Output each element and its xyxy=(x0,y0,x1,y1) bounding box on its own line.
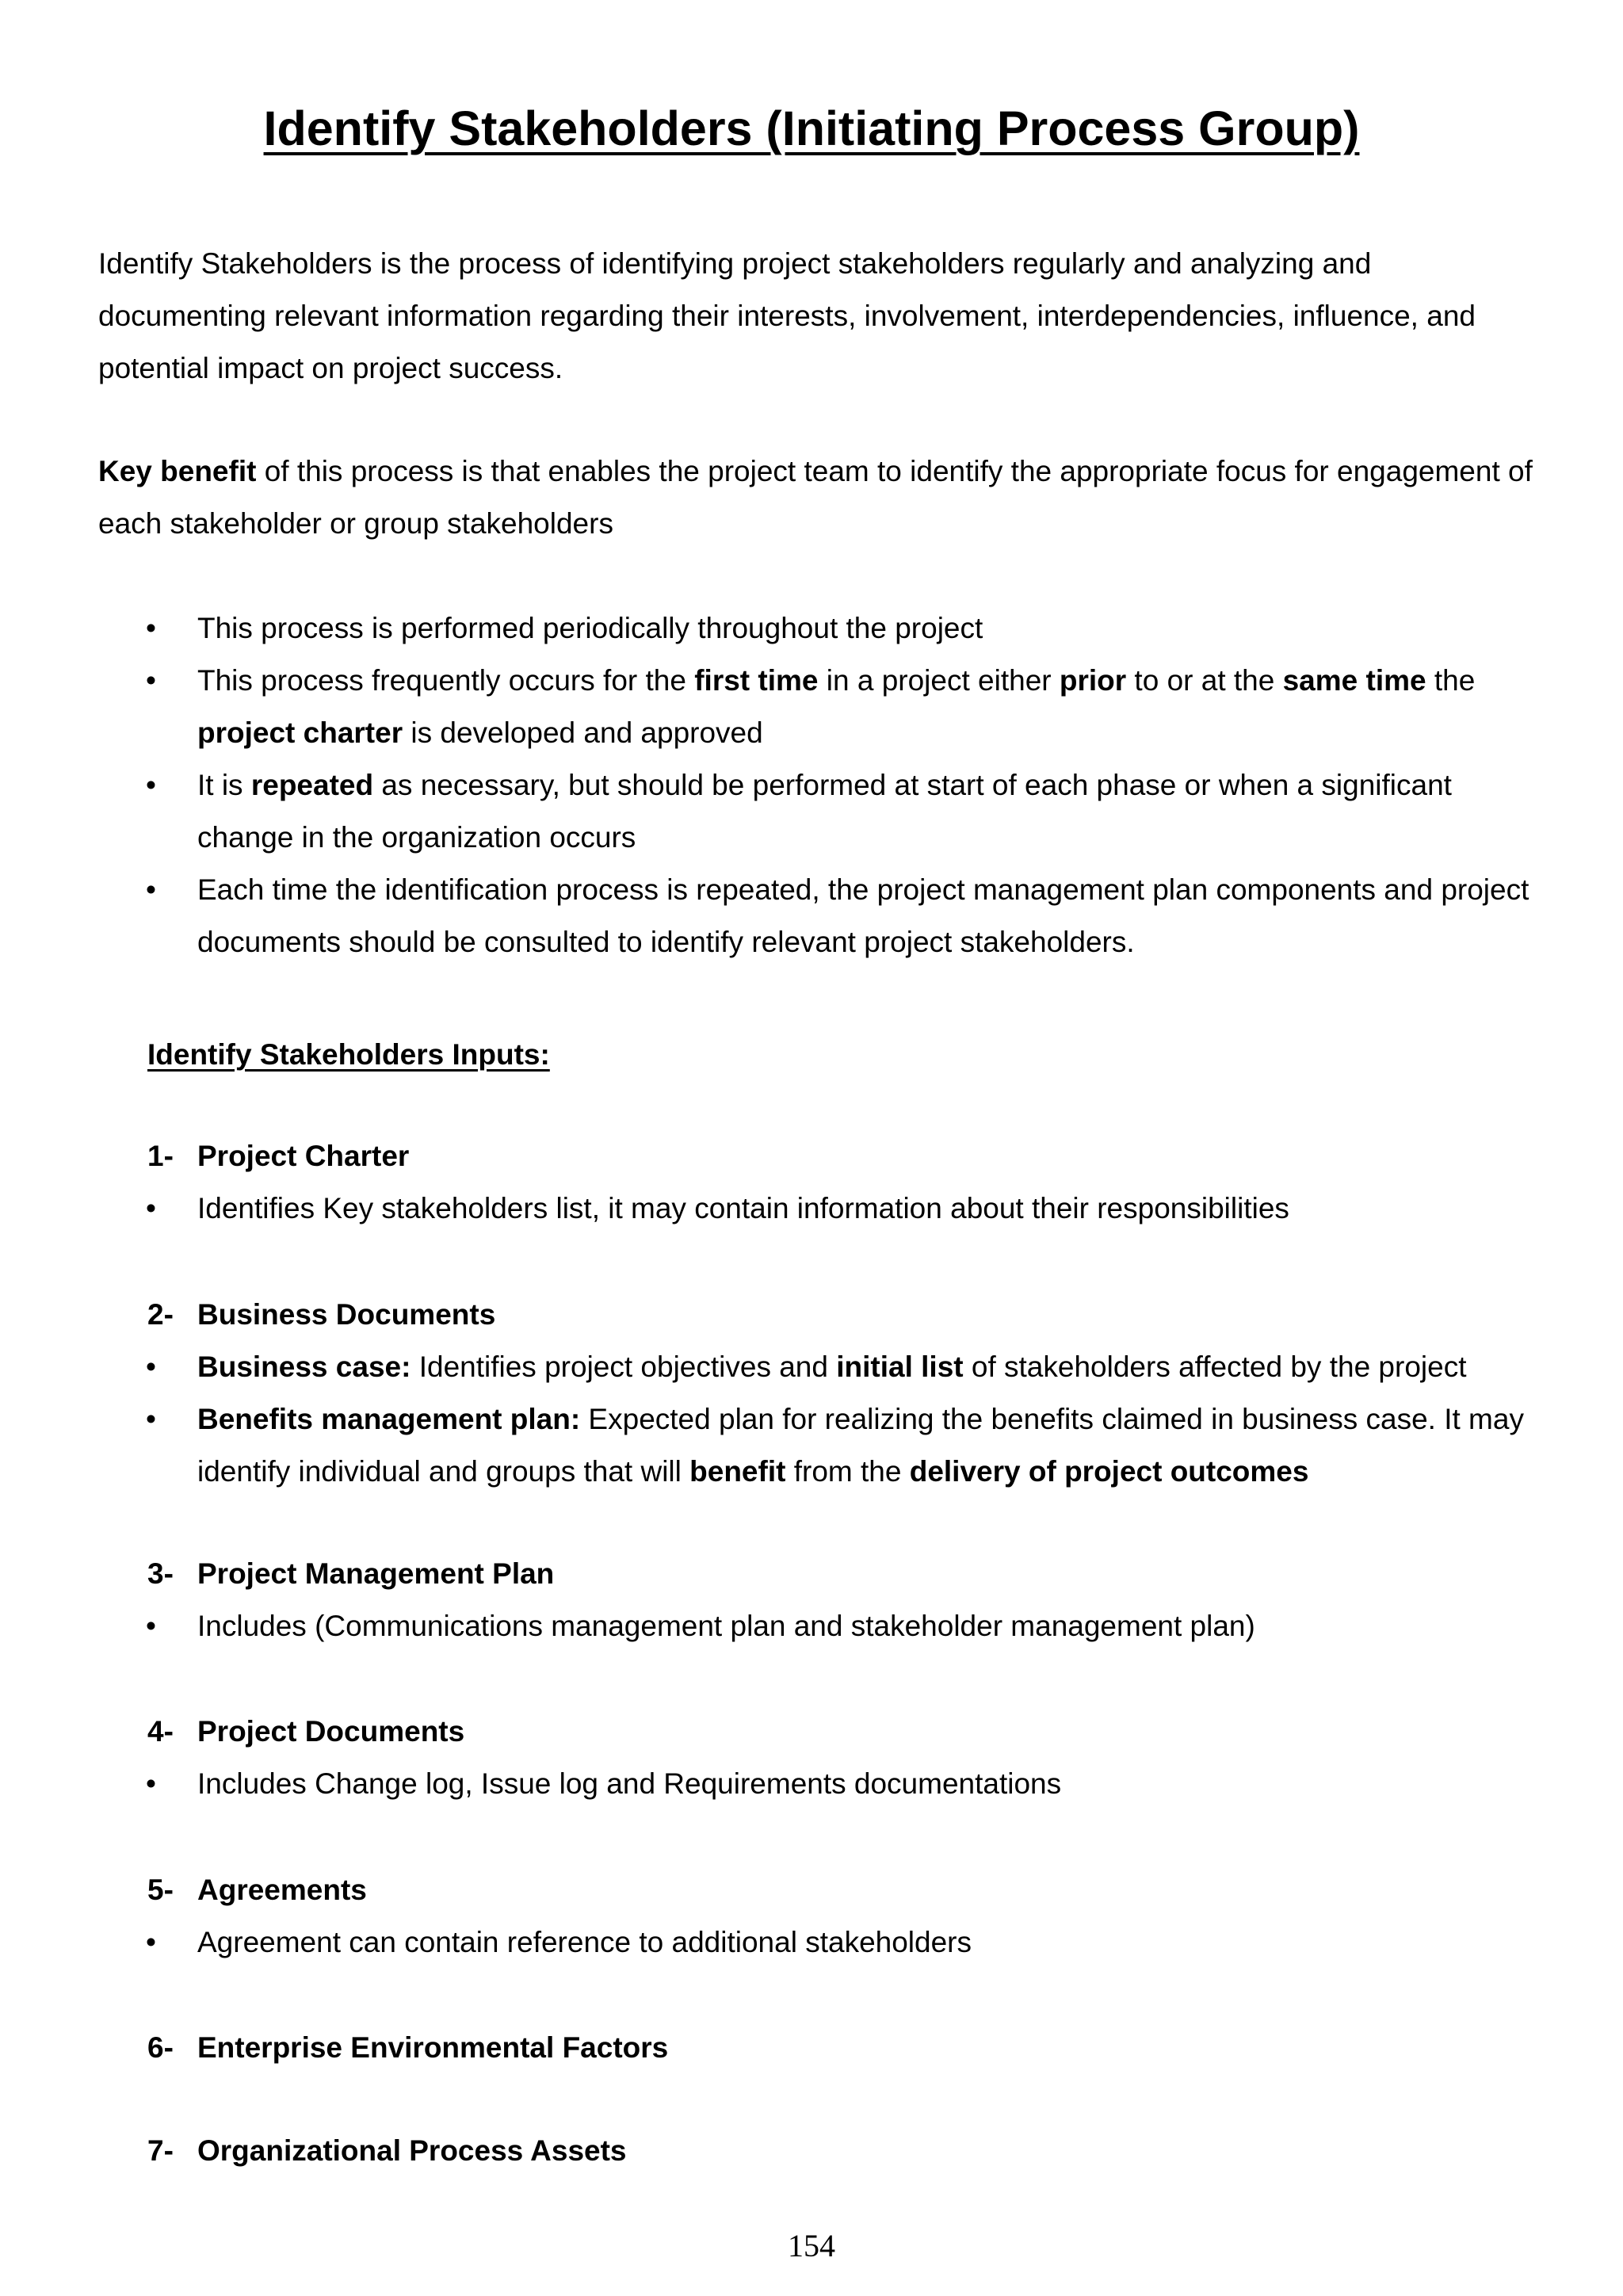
bullet-dot-icon: • xyxy=(146,1192,156,1224)
bullet-bold-text: repeated xyxy=(250,769,374,801)
bullet-text: of stakeholders affected by the project xyxy=(963,1350,1467,1383)
bullet-bold-text: initial list xyxy=(836,1350,964,1383)
bullet-text: Includes Change log, Issue log and Requirements documentations xyxy=(197,1767,1062,1800)
input-heading-label: Project Documents xyxy=(197,1715,465,1748)
bullet-bold-text: delivery of project outcomes xyxy=(909,1455,1309,1488)
page-title: Identify Stakeholders (Initiating Process Group) xyxy=(263,101,1360,155)
input-number: 5- xyxy=(147,1874,174,1906)
bullet-text: from the xyxy=(785,1455,910,1488)
input-number: 4- xyxy=(147,1715,174,1748)
bullet-item xyxy=(0,1341,1623,1393)
input-heading xyxy=(0,1548,1623,1600)
input-number: 3- xyxy=(147,1557,174,1590)
bullet-bold-text: benefit xyxy=(689,1455,786,1488)
bullet-text: to or at the xyxy=(1126,664,1283,697)
input-heading xyxy=(0,1864,1623,1916)
bullet-text: Expected plan for realizing the benefits claimed in business case. It may identify individual and groups that will xyxy=(197,1403,1524,1488)
bullet-dot-icon: • xyxy=(146,1350,156,1383)
bullet-text: is developed and approved xyxy=(403,716,763,749)
bullet-dot-icon: • xyxy=(146,769,156,801)
bullet-dot-icon: • xyxy=(146,873,156,906)
bullet-item xyxy=(0,1916,1623,1969)
bullet-text: This process frequently occurs for the xyxy=(197,664,695,697)
bullet-text: Includes (Communications management plan and stakeholder management plan) xyxy=(197,1610,1255,1642)
input-number: 7- xyxy=(147,2134,174,2167)
input-heading-label: Agreements xyxy=(197,1874,367,1906)
bullet-dot-icon: • xyxy=(146,1767,156,1800)
bullet-text: Each time the identification process is repeated, the project management plan components and project documents should be consulted to identify relevant project stakeholders. xyxy=(197,873,1529,958)
bullet-item xyxy=(0,759,1623,864)
bullet-dot-icon: • xyxy=(146,1926,156,1958)
input-number: 1- xyxy=(147,1140,174,1172)
bullet-text: Agreement can contain reference to additional stakeholders xyxy=(197,1926,972,1958)
bullet-dot-icon: • xyxy=(146,1610,156,1642)
bullet-bold-text: Business case: xyxy=(197,1350,411,1383)
input-number: 2- xyxy=(147,1298,174,1331)
key-benefit-label: Key benefit xyxy=(98,455,257,487)
bullet-text: This process is performed periodically throughout the project xyxy=(197,612,983,644)
input-number: 6- xyxy=(147,2031,174,2064)
input-item xyxy=(0,1130,1623,1235)
bullet-text: Identifies Key stakeholders list, it may contain information about their responsibilities xyxy=(197,1192,1289,1224)
page-number: 154 xyxy=(788,2228,835,2264)
bullet-text: the xyxy=(1426,664,1476,697)
input-heading xyxy=(0,1130,1623,1182)
bullet-text: It is xyxy=(197,769,251,801)
input-item xyxy=(0,1289,1623,1498)
bullet-dot-icon: • xyxy=(146,664,156,697)
input-heading-label: Enterprise Environmental Factors xyxy=(197,2031,669,2064)
process-bullet-list xyxy=(0,602,1623,968)
bullet-bold-text: first time xyxy=(694,664,819,697)
bullet-text: in a project either xyxy=(818,664,1060,697)
input-item xyxy=(0,1706,1623,1810)
bullet-item xyxy=(0,1393,1623,1498)
input-heading xyxy=(0,2125,1623,2177)
inputs-heading: Identify Stakeholders Inputs: xyxy=(147,1038,550,1071)
bullet-dot-icon: • xyxy=(146,612,156,644)
input-heading-label: Project Management Plan xyxy=(197,1557,555,1590)
bullet-bold-text: Benefits management plan: xyxy=(197,1403,581,1435)
bullet-bold-text: prior xyxy=(1059,664,1127,697)
bullet-dot-icon: • xyxy=(146,1403,156,1435)
bullet-bold-text: project charter xyxy=(197,716,403,749)
bullet-text: as necessary, but should be performed at start of each phase or when a significant change in the organization occurs xyxy=(197,769,1452,854)
input-heading-label: Business Documents xyxy=(197,1298,496,1331)
input-item xyxy=(0,1548,1623,1652)
bullet-item xyxy=(0,1600,1623,1652)
input-heading xyxy=(0,1289,1623,1341)
bullet-item xyxy=(0,655,1623,759)
bullet-item xyxy=(0,1758,1623,1810)
key-benefit-paragraph xyxy=(98,445,1541,550)
bullet-item xyxy=(0,864,1623,968)
input-item xyxy=(0,2022,1623,2074)
input-item xyxy=(0,2125,1623,2177)
input-heading-label: Organizational Process Assets xyxy=(197,2134,627,2167)
bullet-bold-text: same time xyxy=(1282,664,1426,697)
intro-paragraph: Identify Stakeholders is the process of identifying project stakeholders regularly and analyzing and documenting relevant information regarding their interests, involvement, interdependencies, influence, and potential impact on project success. xyxy=(98,247,1476,384)
input-item xyxy=(0,1864,1623,1969)
bullet-item xyxy=(0,1182,1623,1235)
key-benefit-text: of this process is that enables the project team to identify the appropriate focus for engagement of each stakeholder or group stakeholders xyxy=(98,455,1533,540)
input-heading-label: Project Charter xyxy=(197,1140,410,1172)
input-heading xyxy=(0,1706,1623,1758)
bullet-text: Identifies project objectives and xyxy=(411,1350,837,1383)
bullet-item xyxy=(0,602,1623,655)
input-heading xyxy=(0,2022,1623,2074)
